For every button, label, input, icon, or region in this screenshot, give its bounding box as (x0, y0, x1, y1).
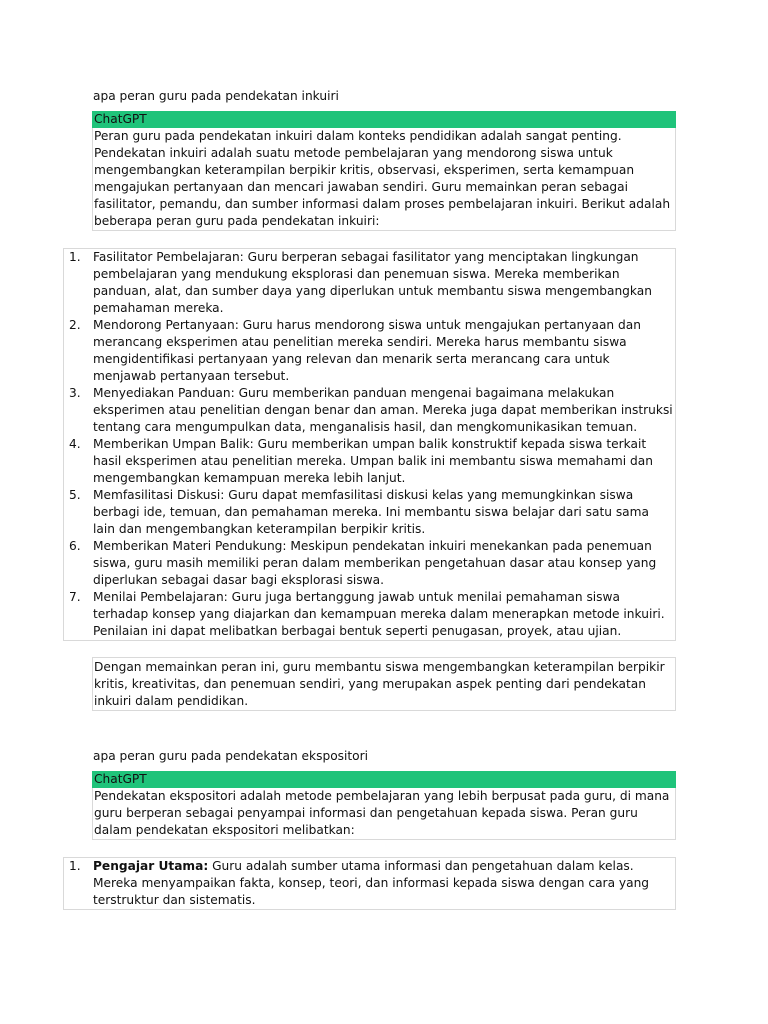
list-item (64, 487, 675, 538)
response-closing-box (92, 657, 676, 711)
sender-bar-chatgpt: ChatGPT (92, 111, 676, 128)
list-item (64, 436, 675, 487)
list-number: 3. (69, 386, 81, 400)
response-closing-text: Dengan memainkan peran ini, guru membantu siswa mengembangkan keterampilan berpikir kritis, kreativitas, dan penemuan sendiri, yang merupakan aspek penting dari pendekatan inkuiri dalam pendidikan. (94, 660, 665, 708)
list-item (64, 538, 675, 589)
list-item-text: Mendorong Pertanyaan: Guru harus mendorong siswa untuk mengajukan pertanyaan dan merancang eksperimen atau penelitian mereka sendiri. Mereka harus membantu siswa mengidentifikasi pertanyaan yang relevan dan menarik serta merancang cara untuk menjawab pertanyaan tersebut. (93, 318, 641, 383)
inkuiri-roles-list (63, 248, 676, 641)
list-item-text: Menyediakan Panduan: Guru memberikan panduan mengenai bagaimana melakukan eksperimen atau penelitian dengan benar dan aman. Mereka juga dapat memberikan instruksi tentang cara mengumpulkan data, menganalisis hasil, dan mengkomunikasikan temuan. (93, 386, 673, 434)
list-item-text: Guru adalah sumber utama informasi dan pengetahuan dalam kelas. Mereka menyampaikan fakta, konsep, teori, dan informasi kepada siswa dengan cara yang terstruktur dan sistematis. (93, 859, 650, 907)
response-intro-text: Pendekatan ekspositori adalah metode pembelajaran yang lebih berpusat pada guru, di mana guru berperan sebagai penyampai informasi dan pengetahuan kepada siswa. Peran guru dalam pendekatan ekspositori melibatkan: (94, 789, 670, 837)
list-number: 7. (69, 590, 81, 604)
sender-bar-chatgpt: ChatGPT (92, 771, 676, 788)
list-number: 4. (69, 437, 81, 451)
response-intro-box (92, 788, 676, 840)
list-number: 5. (69, 488, 81, 502)
question-ekspositori: apa peran guru pada pendekatan ekspositori (93, 749, 369, 763)
question-inkuiri: apa peran guru pada pendekatan inkuiri (93, 89, 339, 103)
list-item-text: Memberikan Umpan Balik: Guru memberikan umpan balik konstruktif kepada siswa terkait hasil eksperimen atau penelitian mereka. Umpan balik ini membantu siswa memahami dan mengembangkan kemampuan mereka lebih lanjut. (93, 437, 653, 485)
list-item-text: Memberikan Materi Pendukung: Meskipun pendekatan inkuiri menekankan pada penemuan siswa, guru masih memiliki peran dalam memberikan pengetahuan dasar atau konsep yang diperlukan sebagai dasar bagi eksplorasi siswa. (93, 539, 657, 587)
list-item-text: Memfasilitasi Diskusi: Guru dapat memfasilitasi diskusi kelas yang memungkinkan siswa berbagi ide, temuan, dan pemahaman mereka. Ini membantu siswa belajar dari satu sama lain dan mengembangkan keterampilan berpikir kritis. (93, 488, 649, 536)
list-item-title: Pengajar Utama: (93, 859, 209, 873)
list-item (64, 249, 675, 317)
list-item (64, 385, 675, 436)
list-number: 1. (69, 250, 81, 264)
response-intro-box (92, 128, 676, 231)
list-number: 2. (69, 318, 81, 332)
ekspositori-roles-list (63, 857, 676, 910)
list-item (64, 858, 675, 909)
list-item (64, 589, 675, 640)
response-intro-text: Peran guru pada pendekatan inkuiri dalam konteks pendidikan adalah sangat penting. Pendekatan inkuiri adalah suatu metode pembelajaran yang mendorong siswa untuk mengembangkan keterampilan berpikir kritis, observasi, eksperimen, serta kemampuan mengajukan pertanyaan dan mencari jawaban sendiri. Guru memainkan peran sebagai fasilitator, pemandu, dan sumber informasi dalam proses pembelajaran inkuiri. Berikut adalah beberapa peran guru pada pendekatan inkuiri: (94, 129, 671, 228)
list-item-text: Menilai Pembelajaran: Guru juga bertanggung jawab untuk menilai pemahaman siswa terhadap konsep yang diajarkan dan kemampuan mereka dalam menerapkan metode inkuiri. Penilaian ini dapat melibatkan berbagai bentuk seperti penugasan, proyek, atau ujian. (93, 590, 665, 638)
list-item (64, 317, 675, 385)
list-number: 1. (69, 859, 81, 873)
list-item-text: Fasilitator Pembelajaran: Guru berperan sebagai fasilitator yang menciptakan lingkungan pembelajaran yang mendukung eksplorasi dan penemuan siswa. Mereka memberikan panduan, alat, dan sumber daya yang diperlukan untuk membantu siswa mengembangkan pemahaman mereka. (93, 250, 652, 315)
list-number: 6. (69, 539, 81, 553)
